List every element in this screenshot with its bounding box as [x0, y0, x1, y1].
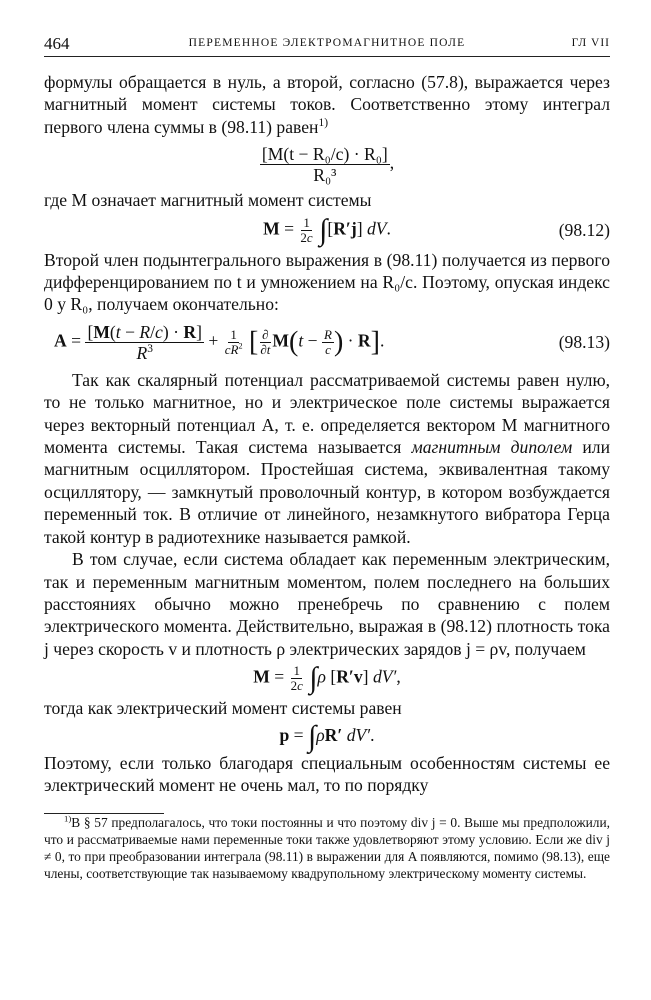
paragraph-1: формулы обращается в нуль, а второй, согласно (57.8), выражается через магнитный момент системы токов. Соответственно этому интеграл первого члена суммы в (98.11) равен$^{1)}$: [44, 72, 610, 137]
paragraph-6: тогда как электрический момент системы равен: [44, 698, 402, 719]
paragraph-5: В том случае, если система обладает как переменным электрическим, так и переменным магнитным моментом, полем последнего на больших расстояниях обычно можно пренебречь по сравнению с полем электрического момента. Действительно, выражая в (98.12) плотность тока j через скорость v и плотность ρ электрических зарядов j = ρv, получаем: [44, 549, 610, 659]
body-text: [44, 71, 610, 882]
equation-98-12: M = $\frac{1}{2c}$ ∫[R′j] dV. (98.12): [263, 212, 610, 246]
equation-electric-moment: p = ∫ρR′ dV′.: [279, 719, 375, 753]
equation-magnetic-term: $\frac{\text{[M(t − R₀/c) · R₀]}}{\text{R₀³}}$ ,: [261, 144, 395, 186]
footnote-marker: 1): [64, 813, 72, 824]
eq-a-numerator: [M(t − R₀/c) · R₀]: [261, 144, 388, 165]
equation-number: (98.13): [558, 332, 610, 353]
running-header: [44, 34, 610, 57]
running-title: ПЕРЕМЕННОЕ ЭЛЕКТРОМАГНИТНОЕ ПОЛЕ: [188, 37, 466, 49]
equation-98-13: A = $\frac{[M(t - R/c) \cdot R]}{R^3}$ + $\frac{1}{cR^2}$ [ $\frac{\partial}{\partial t}$ M(t − $\frac{R}{c}$ ) · R]. (98.13): [54, 321, 610, 363]
term-magnetic-dipole: магнитным диполем: [411, 437, 573, 458]
page: [44, 34, 610, 882]
paragraph-2: где M означает магнитный момент системы: [44, 190, 372, 211]
footnote: $^{1)}$В § 57 предполагалось, что токи постоянны и что поэтому div j = 0. Выше мы предположили, что и рассматриваемые нами переменные токи также удовлетворяют этому условию. Если же div j ≠ 0, то при преобразовании интеграла (98.11) в выражении для A появляются, помимо (98.13), еще члены, соответствующие так называемому квадрупольному электрическому моменту системы.: [44, 813, 610, 881]
eq-a-denominator: R₀³: [313, 165, 337, 186]
equation-magnetic-moment: M = $\frac{1}{2c}$ ∫ρ [R′v] dV′,: [253, 661, 401, 695]
paragraph-3: Второй член подынтегрального выражения в (98.11) получается из первого дифференцированием по t и умножением на R₀/c. Поэтому, опуская индекс 0 у R₀, получаем окончательно:: [44, 249, 610, 315]
paragraph-4: Так как скалярный потенциал рассматриваемой системы равен нулю, то не только магнитное, но и электрическое поле системы выражается через векторный потенциал A, т. е. определяется вектором M магнитного момента системы. Такая система называется магнитным диполем или магнитным осциллятором. Простейшая система, эквивалентная такому осциллятору, — замкнутый проволочный контур, в котором возбуждается переменный ток. В отличие от линейного, незамкнутого вибратора Герца такой контур в радиотехнике называется рамкой.: [44, 369, 611, 547]
paragraph-7: Поэтому, если только благодаря специальным особенностям системы ее электрический момент не очень мал, то по порядку: [44, 752, 610, 796]
chapter-label: ГЛ VII: [571, 37, 610, 49]
page-number: 464: [44, 34, 70, 53]
footnote-ref: 1): [318, 116, 328, 129]
equation-number: (98.12): [558, 219, 610, 240]
